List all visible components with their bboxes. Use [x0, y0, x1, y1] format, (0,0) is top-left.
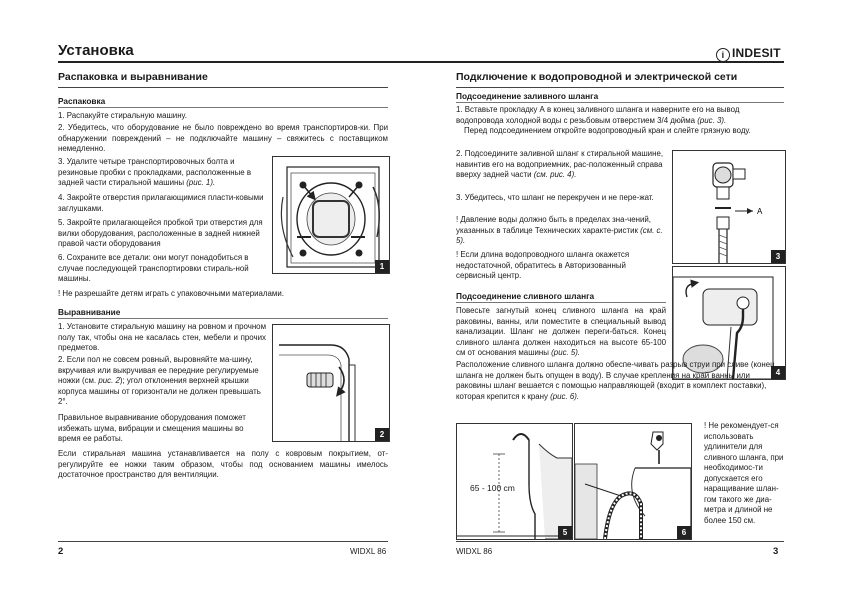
figure-2	[272, 324, 390, 442]
water-title: Подсоединение заливного шланга	[456, 91, 599, 101]
figure-1	[272, 156, 390, 274]
figure-2-number: 2	[375, 428, 389, 441]
figure-6	[574, 423, 692, 540]
water-p1-text: 1. Вставьте прокладку А в конец заливного шланга и наверните его на вывод водопровода холодной воды с резьбовым отверстием 3/4 дюйма	[456, 105, 740, 125]
water-p1-note: Перед подсоединением откройте водопроводный кран и слейте грязную воду.	[464, 126, 751, 135]
brand-logo-icon: i	[716, 48, 730, 62]
level-p2-text-a: 2. Если пол не совсем ровный, выровняйте ма-шину, вкручивая или выкручивая ее передние регулируемые ножки (см.	[58, 355, 259, 385]
unpack-warning: ! Не разрешайте детям играть с упаковочными материалами.	[58, 289, 284, 298]
level-p4: Если стиральная машина устанавливается на полу с ковровым покрытием, от-регулируйте ее ножки таким образом, чтобы под основанием машины имелось достаточное пространство для вентиляции.	[58, 449, 388, 479]
unpack-p1: 1. Распакуйте стиральную машину.	[58, 111, 187, 120]
level-p2	[58, 355, 266, 408]
title-rule	[58, 61, 784, 63]
unpack-p5: 5. Закройте прилагающейся пробкой три отверстия для вилки оборудования, расположенные в задней нижней правой части оборудования	[58, 218, 263, 248]
drain-p2-text: Расположение сливного шланга должно обеспе-чивать разрыв струи при сливе (конец шланга не должен быть опущен в воду). В случае крепления на край ванны или раковины шланг вешается с помощью направляющей (входит в комплект поставки), которая крепится к крану	[456, 360, 775, 401]
water-warning-2: ! Если длина водопроводного шланга окажется недостаточной, обратитесь в Авторизованный сервисный центр.	[456, 250, 630, 280]
drain-p1-text: Повесьте загнутый конец сливного шланга на край раковины, ванны, или поместите в специальный вывод канализации. Шланг не должен переги-баться. Конец сливного шланга должен находиться на высоте 65-100 см от основания машины	[456, 306, 666, 357]
water-p2-ref: (см. рис. 4).	[533, 170, 577, 179]
unpack-p2: 2. Убедитесь, что оборудование не было повреждено во время транспортиров-ки. При обнаружении повреждений – не подключайте машину – свяжитесь с поставщиком немедленно.	[58, 123, 388, 153]
left-section-title: Распаковка и выравнивание	[58, 71, 208, 83]
drain-p1-ref: (рис. 5).	[551, 348, 581, 357]
figure-4-number: 4	[771, 366, 785, 379]
drain-p2	[456, 360, 784, 402]
left-section-rule	[58, 87, 388, 88]
water-p3: 3. Убедитесь, что шланг не перекручен и не пере-жат.	[456, 193, 654, 202]
right-footer-model: WIDXL 86	[456, 547, 493, 556]
level-p2-ref: рис. 2	[98, 376, 120, 385]
level-title: Выравнивание	[58, 307, 121, 317]
figure-3-drawing	[673, 151, 785, 263]
level-p1: 1. Установите стиральную машину на ровном и прочном полу так, чтобы она не касалась стен, мебели и прочих предметов.	[58, 322, 266, 352]
brand-logo	[716, 46, 781, 62]
drain-title: Подсоединение сливного шланга	[456, 291, 595, 301]
level-rule	[58, 318, 388, 319]
page-title: Установка	[58, 42, 134, 59]
drain-p1	[456, 306, 666, 359]
right-section-rule	[456, 87, 784, 88]
unpack-p4: 4. Закройте отверстия прилагающимися пласти-ковыми заглушками.	[58, 193, 264, 213]
figure-6-drawing	[575, 424, 691, 539]
unpack-p3	[58, 157, 266, 189]
figure-1-number: 1	[375, 260, 389, 273]
left-footer-model: WIDXL 86	[350, 547, 387, 556]
water-warning-1	[456, 215, 666, 247]
figure-6-number: 6	[677, 526, 691, 539]
unpack-p3-ref: (рис. 1).	[186, 178, 216, 187]
unpack-title: Распаковка	[58, 96, 106, 106]
drain-rule	[456, 302, 666, 303]
figure-5-number: 5	[558, 526, 572, 539]
left-footer-rule	[58, 541, 388, 542]
unpack-p3-text: 3. Удалите четыре транспортировочных болта и резиновые пробки с прокладками, расположенные в задней части стиральной машины	[58, 157, 252, 187]
figure-5-label: 65 - 100 cm	[470, 483, 515, 493]
figure-1-drawing	[273, 157, 389, 273]
figure-3-number: 3	[771, 250, 785, 263]
drain-p2-ref: (рис. 6).	[550, 391, 580, 401]
figure-5	[456, 423, 573, 540]
right-section-title: Подключение к водопроводной и электрической сети	[456, 71, 738, 83]
figure-3	[672, 150, 786, 264]
level-p3: Правильное выравнивание оборудования поможет избежать шума, вибрации и смещения машины во время ее работы.	[58, 413, 246, 443]
water-p2	[456, 149, 666, 181]
figure-2-drawing	[273, 325, 389, 441]
brand-name: INDESIT	[732, 46, 781, 60]
left-page-number: 2	[58, 546, 64, 557]
right-footer-rule	[456, 541, 784, 542]
unpack-p6: 6. Сохраните все детали: они могут понадобиться в случае последующей транспортировки стираль-ной машины.	[58, 253, 249, 283]
unpack-rule	[58, 107, 388, 108]
water-p1	[456, 105, 784, 126]
water-p1-ref: (рис. 3).	[697, 115, 727, 125]
figure-5-drawing	[457, 424, 572, 539]
water-warning-1-text: ! Давление воды должно быть в пределах зна-чений, указанных в таблице Технических характе-ристик	[456, 215, 651, 235]
water-rule	[456, 102, 784, 103]
figure-3-label: A	[757, 207, 763, 216]
drain-warning: ! Не рекомендует-ся использовать удлинители для сливного шланга, при необходимос-ти допускается его наращивание шлан-гом такого же диа-метра и длиной не более 150 см.	[704, 421, 784, 525]
right-page-number: 3	[773, 546, 779, 557]
water-warning-1-ref: (см. с. 5).	[456, 225, 663, 245]
level-p2-text-b: ); угол отклонения верхней крышки корпуса машины от горизонтали не должен превышать 2°.	[58, 376, 261, 406]
water-p2-text: 2. Подсоедините заливной шланг к стиральной машине, навинтив его на водоприемник, рас-положенный справа вверху задней части	[456, 149, 664, 179]
